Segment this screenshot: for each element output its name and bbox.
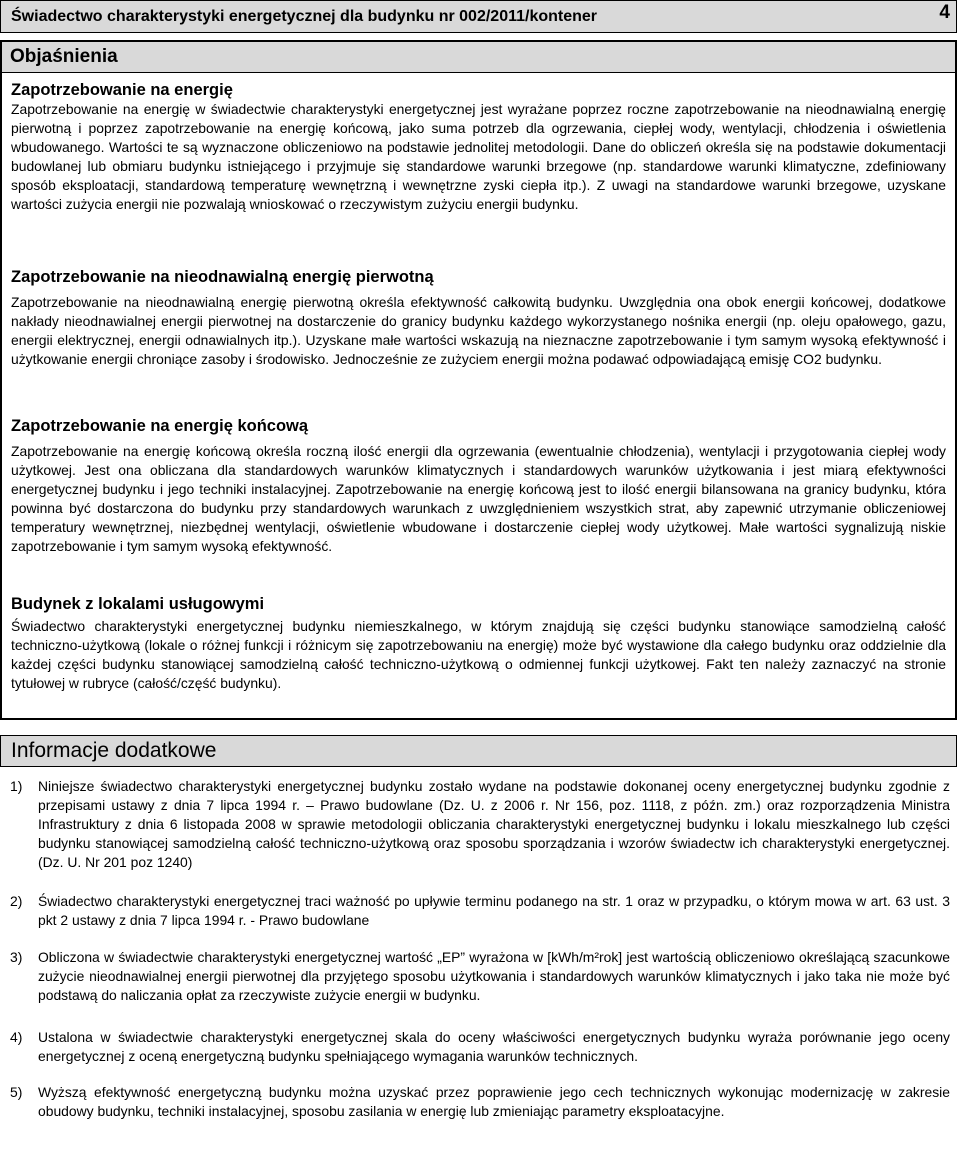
section-heading: Zapotrzebowanie na nieodnawialną energię pierwotną: [11, 268, 434, 286]
list-item: [10, 777, 950, 872]
list-item: [10, 892, 950, 930]
item-number: 4): [10, 1029, 23, 1045]
section-energy-demand: [11, 80, 946, 214]
item-text: Świadectwo charakterystyki energetycznej traci ważność po upływie terminu podanego na str. 1 oraz w przypadku, o którym mowa w art. 63 ust. 3 pkt 2 ustawy z dnia 7 lipca 1994 r. - Prawo budowlane: [38, 893, 950, 928]
explanations-title-bar: [2, 42, 955, 73]
explanations-box: [0, 40, 957, 720]
page-header: [0, 0, 957, 33]
item-text: Obliczona w świadectwie charakterystyki energetycznej wartość „EP” wyrażona w [kWh/m²rok] jest wartością obliczeniowo określającą szacunkowe zużycie nieodnawialnej energii pierwotnej dla przyjętego sposobu użytkowania i standardowych warunków klimatycznych i jako taka nie może być podstawą do naliczania opłat za rzeczywiste zużycie energii w budynku.: [38, 949, 950, 1003]
explanations-title: Objaśnienia: [10, 46, 118, 67]
item-number: 5): [10, 1084, 23, 1100]
list-item: [10, 948, 950, 1005]
section-text: Zapotrzebowanie na nieodnawialną energię pierwotną określa efektywność całkowitą budynku. Uwzględnia ona obok energii końcowej, dodatkowe nakłady nieodnawialnej energii pierwotnej na dostarczenie do granicy budynku każdego wykorzystanego nośnika energii (np. oleju opałowego, gazu, energii elektrycznej, energii odnawialnych itp.). Uzyskane małe wartości wskazują na nieznaczne zapotrzebowanie i tym samym wysoką efektywność i użytkowanie energii chroniące zasoby i środowisko. Jednocześnie ze zużyciem energii można podawać odpowiadającą emisję CO2 budynku.: [11, 294, 946, 367]
item-number: 2): [10, 893, 23, 909]
section-text: Świadectwo charakterystyki energetycznej budynku niemieszkalnego, w którym znajdują się części budynku stanowiące samodzielną całość techniczno-użytkową (lokale o różnej funkcji i różnicym się zapotrzebowaniu na energię) może być wystawione dla całego budynku oraz oddzielnie dla każdej części budynku stanowiącej samodzielną całość techniczno-użytkową o odmiennej funkcji użytkowej. Fakt ten należy zaznaczyć na stronie tytułowej w rubryce (całość/część budynku).: [11, 618, 946, 691]
item-number: 3): [10, 949, 23, 965]
section-heading: Zapotrzebowanie na energię: [11, 81, 233, 99]
additional-info-title-bar: [0, 735, 957, 767]
section-text: Zapotrzebowanie na energię w świadectwie charakterystyki energetycznej jest wyrażane poprzez roczne zapotrzebowanie na nieodnawialną energię pierwotną i poprzez zapotrzebowanie na energię końcową, jako suma potrzeb dla ogrzewania, ciepłej wody, wentylacji, chłodzenia i oświetlenia wbudowanego. Wartości te są wyznaczone obliczeniowo na podstawie jednolitej metodologii. Dane do obliczeń określa się na podstawie dokumentacji budowlanej lub obmiaru budynku istniejącego i przyjmuje się standardowe warunki brzegowe (np. standardowe warunki klimatyczne, zdefiniowany sposób eksploatacji, standardową temperaturę wewnętrzną i wewnętrzne zyski ciepła itp.). Z uwagi na standardowe warunki brzegowe, uzyskane wartości zużycia energii nie pozwalają wnioskować o rzeczywistym zużyciu energii budynku.: [11, 101, 946, 212]
section-text: Zapotrzebowanie na energię końcową określa roczną ilość energii dla ogrzewania (ewentualnie chłodzenia), wentylacji i przygotowania ciepłej wody użytkowej. Jest ona obliczana dla standardowych warunków klimatycznych i standardowych warunków użytkowania i jest miarą efektywności energetycznej budynku i jego techniki instalacyjnej. Zapotrzebowanie na energię końcową jest to ilość energii bilansowana na granicy budynku, która powinna być dostarczona do budynku przy standardowych warunkach z uwzględnieniem wszystkich strat, aby zapewnić utrzymanie obliczeniowej temperatury wewnętrznej, niezbędnej wentylacji, oświetlenie wbudowane i dostarczenie ciepłej wody użytkowej. Małe wartości sygnalizują niskie zapotrzebowanie i tym samym wysoką efektywność.: [11, 443, 946, 554]
section-final-energy: [11, 416, 946, 556]
item-text: Wyższą efektywność energetyczną budynku można uzyskać przez poprawienie jego cech technicznych wykonując modernizację w zakresie obudowy budynku, techniki instalacyjnej, sposobu zasilania w energię lub zmieniając parametry eksploatacyjne.: [38, 1084, 950, 1119]
page-number: 4: [939, 2, 950, 23]
section-primary-energy: [11, 267, 946, 369]
section-heading: Zapotrzebowanie na energię końcową: [11, 417, 309, 435]
section-service-premises: [11, 594, 946, 693]
section-heading: Budynek z lokalami usługowymi: [11, 595, 265, 613]
list-item: [10, 1083, 950, 1121]
additional-info-title: Informacje dodatkowe: [11, 739, 217, 762]
item-text: Niniejsze świadectwo charakterystyki energetycznej budynku zostało wydane na podstawie dokonanej oceny energetycznej budynku zgodnie z przepisami ustawy z dnia 7 lipca 1994 r. – Prawo budowlane (Dz. U. z 2006 r. Nr 156, poz. 1118, z późn. zm.) oraz rozporządzenia Ministra Infrastruktury z dnia 6 listopada 2008 w sprawie metodologii obliczania charakterystyki energetycznej budynku i lokalu mieszkalnego lub części budynku stanowiącej samodzielną całość techniczno-użytkową oraz sposobu sporządzania i wzorów świadectw ich charakterystyki energetycznej. (Dz. U. Nr 201 poz 1240): [38, 778, 950, 870]
item-number: 1): [10, 778, 23, 794]
item-text: Ustalona w świadectwie charakterystyki energetycznej skala do oceny właściwości energetycznych budynku wyraża porównanie jego oceny energetycznej z oceną energetyczną budynku spełniającego wymagania warunków technicznych.: [38, 1029, 950, 1064]
list-item: [10, 1028, 950, 1066]
document-title: Świadectwo charakterystyki energetycznej dla budynku nr 002/2011/kontener: [11, 8, 598, 25]
